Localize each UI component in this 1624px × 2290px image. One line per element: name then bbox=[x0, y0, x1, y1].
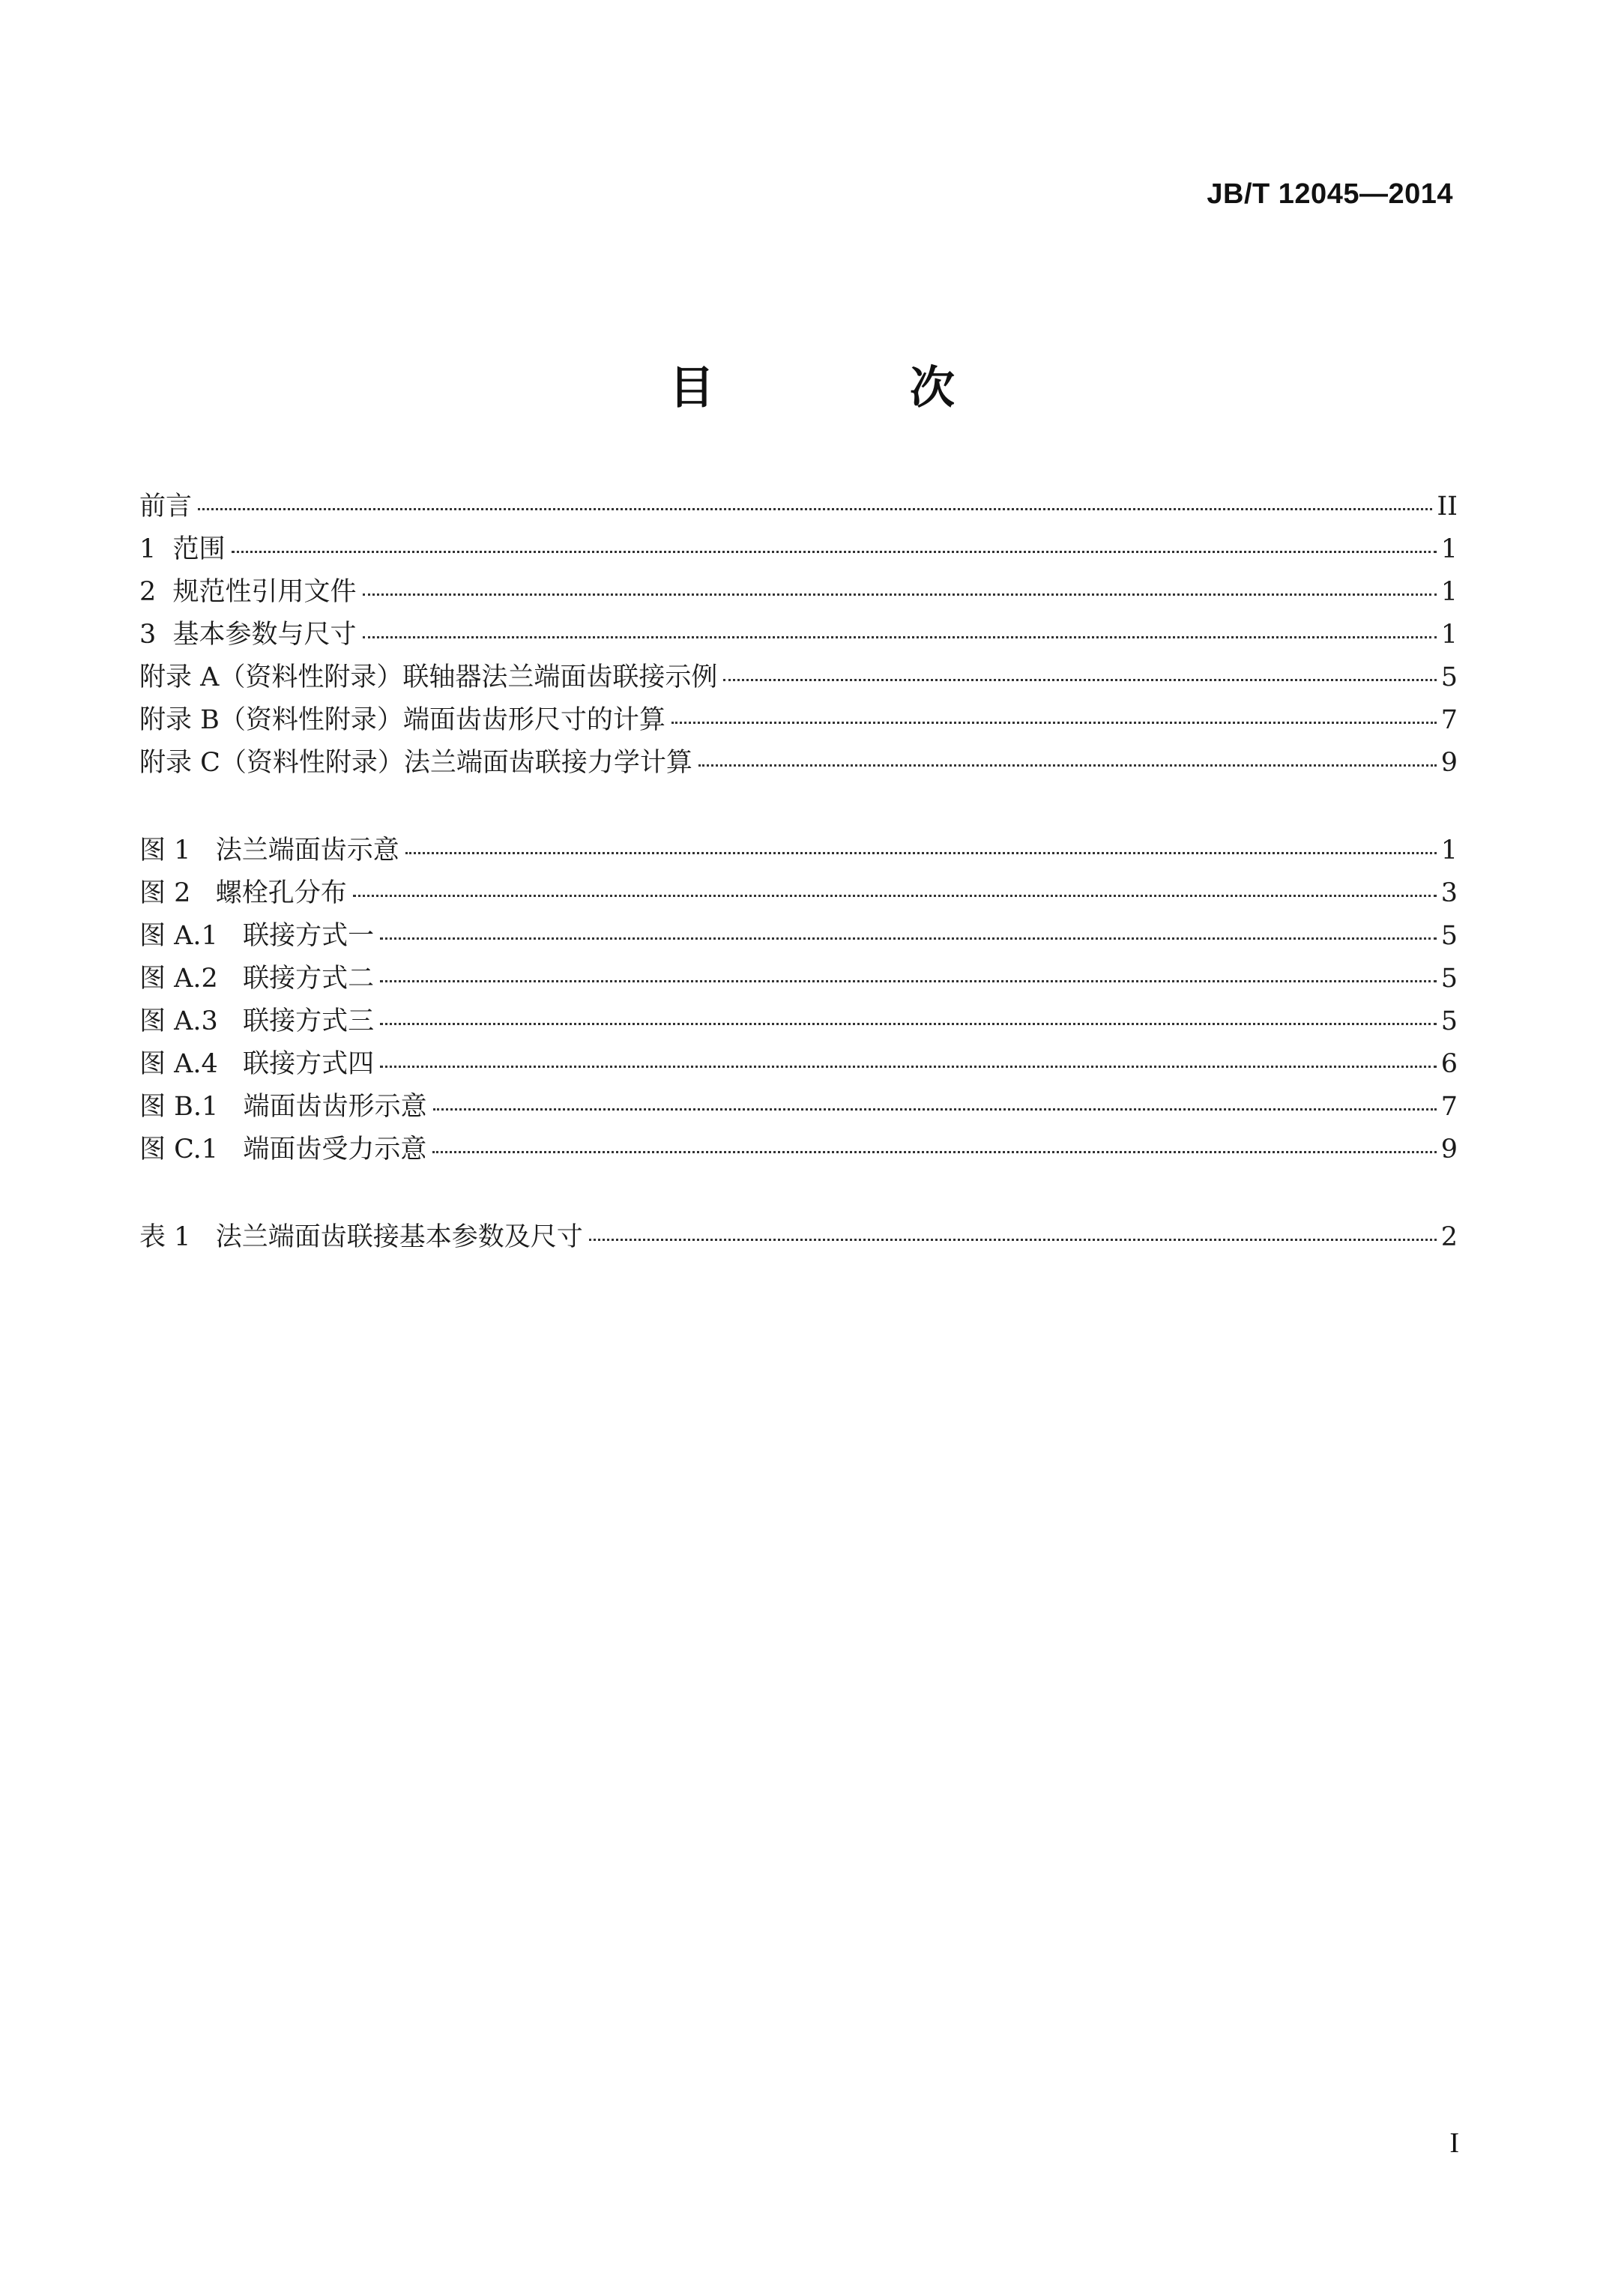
toc-entry-figure-a2[interactable] bbox=[139, 958, 1458, 1000]
toc-entry-page: 5 bbox=[1440, 964, 1458, 994]
toc-entry-page: 1 bbox=[1440, 836, 1458, 865]
toc-entry-figure-b1[interactable] bbox=[139, 1086, 1458, 1129]
toc-entry-label: 图 A.4 联接方式四 bbox=[139, 1049, 375, 1079]
toc-entry-basic-parameters[interactable] bbox=[139, 614, 1458, 656]
toc-entry-page: 5 bbox=[1440, 1006, 1458, 1036]
toc-tables bbox=[139, 1216, 1458, 1259]
toc-leader bbox=[353, 895, 1437, 897]
toc-entry-label: 3 基本参数与尺寸 bbox=[139, 620, 357, 650]
toc-entry-appendix-c[interactable] bbox=[139, 742, 1458, 785]
toc-entry-page: 3 bbox=[1440, 878, 1458, 908]
toc-entry-label: 表 1 法兰端面齿联接基本参数及尺寸 bbox=[139, 1222, 583, 1252]
toc-entry-label: 图 B.1 端面齿齿形示意 bbox=[139, 1092, 427, 1122]
page-title: 目 次 bbox=[669, 362, 1045, 414]
toc-leader bbox=[405, 852, 1437, 854]
toc-entry-figure-2[interactable] bbox=[139, 872, 1458, 915]
toc-entry-appendix-a[interactable] bbox=[139, 656, 1458, 699]
toc-leader bbox=[432, 1151, 1436, 1153]
toc-entry-table-1[interactable] bbox=[139, 1216, 1458, 1259]
toc-entry-page: 1 bbox=[1440, 620, 1458, 650]
toc-entry-page: 6 bbox=[1440, 1049, 1458, 1079]
toc-entry-foreword[interactable] bbox=[139, 486, 1458, 528]
toc-entry-page: 9 bbox=[1440, 748, 1458, 778]
toc-leader bbox=[589, 1239, 1437, 1241]
toc-entry-label: 图 A.3 联接方式三 bbox=[139, 1006, 375, 1036]
toc-entry-page: 1 bbox=[1440, 534, 1458, 564]
toc-entry-label: 图 C.1 端面齿受力示意 bbox=[139, 1135, 427, 1164]
toc-entry-page: 7 bbox=[1440, 705, 1458, 735]
toc-entry-page: 7 bbox=[1440, 1092, 1458, 1122]
toc-leader bbox=[723, 679, 1436, 681]
toc-leader bbox=[198, 508, 1432, 510]
toc-entry-scope[interactable] bbox=[139, 528, 1458, 571]
toc-entry-label: 附录 A（资料性附录）联轴器法兰端面齿联接示例 bbox=[139, 662, 718, 692]
page-number: I bbox=[1449, 2127, 1459, 2159]
toc-entry-label: 2 规范性引用文件 bbox=[139, 577, 357, 607]
toc-entry-figure-1[interactable] bbox=[139, 830, 1458, 872]
toc-entry-label: 图 1 法兰端面齿示意 bbox=[139, 836, 399, 865]
toc-sections bbox=[139, 486, 1458, 785]
toc-entry-appendix-b[interactable] bbox=[139, 699, 1458, 742]
toc-leader bbox=[380, 1023, 1437, 1025]
toc-leader bbox=[363, 636, 1437, 638]
toc-leader bbox=[671, 722, 1437, 724]
toc-entry-page: 5 bbox=[1440, 662, 1458, 692]
toc-leader bbox=[380, 980, 1437, 982]
toc-entry-label: 附录 C（资料性附录）法兰端面齿联接力学计算 bbox=[139, 748, 692, 778]
toc-entry-label: 1 范围 bbox=[139, 534, 226, 564]
toc-entry-page: II bbox=[1437, 492, 1458, 522]
toc-entry-page: 5 bbox=[1440, 921, 1458, 951]
toc-entry-figure-a4[interactable] bbox=[139, 1043, 1458, 1086]
toc-leader bbox=[380, 937, 1437, 940]
toc-entry-label: 图 A.2 联接方式二 bbox=[139, 964, 375, 994]
toc-entry-figure-c1[interactable] bbox=[139, 1129, 1458, 1171]
toc-entry-normative-references[interactable] bbox=[139, 571, 1458, 614]
toc-entry-label: 图 2 螺栓孔分布 bbox=[139, 878, 347, 908]
toc-leader bbox=[698, 764, 1437, 767]
toc-entry-figure-a3[interactable] bbox=[139, 1000, 1458, 1043]
toc-leader bbox=[363, 593, 1437, 596]
toc-leader bbox=[380, 1066, 1437, 1068]
toc-entry-page: 2 bbox=[1440, 1222, 1458, 1252]
toc-entry-label: 图 A.1 联接方式一 bbox=[139, 921, 375, 951]
toc-entry-figure-a1[interactable] bbox=[139, 915, 1458, 958]
toc-entry-page: 9 bbox=[1440, 1135, 1458, 1164]
toc-leader bbox=[232, 551, 1437, 553]
toc-entry-label: 前言 bbox=[139, 492, 193, 522]
toc-entry-page: 1 bbox=[1440, 577, 1458, 607]
toc-entry-label: 附录 B（资料性附录）端面齿齿形尺寸的计算 bbox=[139, 705, 665, 735]
toc-figures bbox=[139, 830, 1458, 1171]
document-code: JB/T 12045—2014 bbox=[1207, 178, 1453, 210]
toc-leader bbox=[433, 1108, 1437, 1111]
